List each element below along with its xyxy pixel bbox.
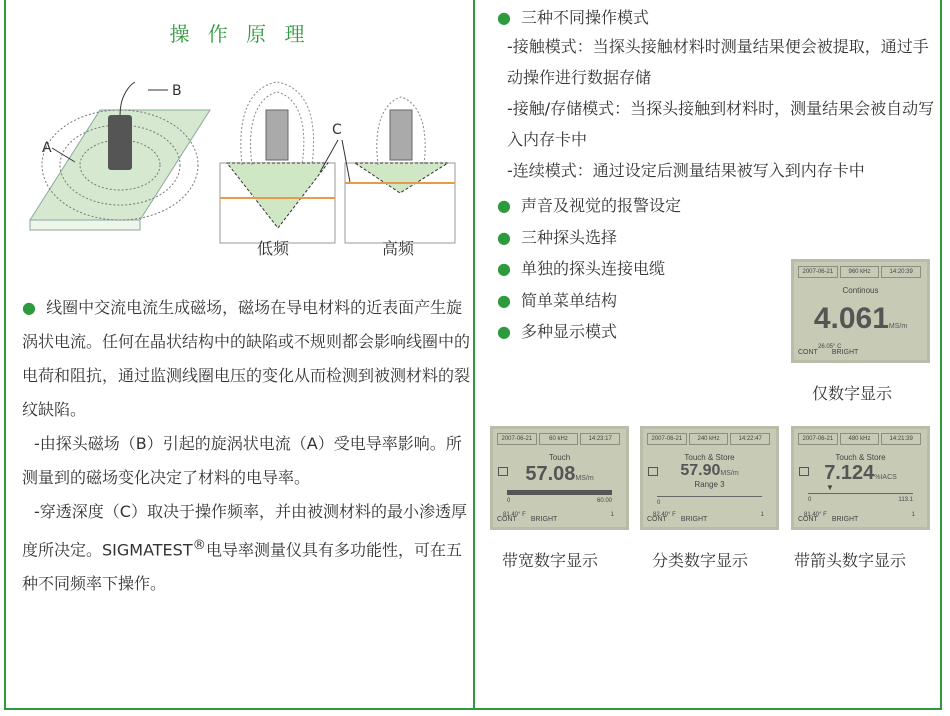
label-c: C [332, 122, 342, 138]
plate-side [30, 220, 140, 230]
bullet-icon: ● [22, 298, 36, 317]
probe-cylinder [108, 115, 132, 170]
label-b: B [172, 83, 182, 99]
sub-item-contact-store: -接触/存储模式：当探头接触到材料时，测量结果会被自动写入内存卡中 [507, 99, 935, 149]
paragraph-principle: ● 线圈中交流电流生成磁场，磁场在导电材料的近表面产生旋涡状电流。任何在晶状结构中的缺陷或不规则都会影响线圈中的电荷和阻抗，通过监测线圈电压的变化从而检测到被测材料的裂纹缺陷。 [22, 298, 471, 419]
feature-item-modes: ● 三种不同操作模式 [497, 8, 649, 27]
class-scale [657, 490, 762, 497]
caption-classification: 分类数字显示 [652, 551, 749, 570]
lcd-screen-digital: 2007-06-21 960 kHz 14:20:39 Continous 4.061MS/m 26.05° C CONT BRIGHT [791, 259, 930, 363]
section-title: 操 作 原 理 [169, 22, 311, 46]
registered-mark: ® [192, 538, 206, 553]
sub-item-continuous: -连续模式：通过设定后测量结果被写入到内存卡中 [507, 161, 865, 180]
arrow-scale [808, 487, 913, 494]
caption-arrow: 带箭头数字显示 [794, 551, 907, 570]
caption-digital-only: 仅数字显示 [812, 384, 893, 403]
arrow-marker-icon: ▼ [826, 483, 834, 492]
bandwidth-bar [507, 490, 612, 495]
caption-bandwidth: 带宽数字显示 [502, 551, 599, 570]
paragraph-depth: -穿透深度（C）取决于操作频率，并由被测材料的最小渗透厚度所决定。SIGMATEST®电导率测量仪具有多功能性，可在五种不同频率下操作。 [22, 502, 467, 594]
caption-low-frequency: 低频 [257, 239, 290, 258]
lcd-screen-classification: 2007-06-21 240 kHz 14:22:47 Touch & Store 57.90MS/m Range 3 0 82.40° F 1 CONT BRIGHT [640, 426, 779, 530]
lcd-screen-bandwidth: 2007-06-21 60 kHz 14:23:17 Touch 57.08MS/m 0 60.00 81.40° F 1 CONT BRIGHT [490, 426, 629, 530]
feature-item-menu: ● 简单菜单结构 [497, 291, 617, 310]
column-divider [473, 0, 475, 710]
label-a: A [42, 140, 52, 156]
feature-item-alarm: ● 声音及视觉的报警设定 [497, 196, 681, 215]
caption-high-frequency: 高频 [382, 239, 415, 258]
feature-item-display-modes: ● 多种显示模式 [497, 322, 617, 341]
eddy-current-diagram [20, 70, 470, 260]
paragraph-eddy-current: -由探头磁场（B）引起的旋涡状电流（A）受电导率影响。所测量到的磁场变化决定了材料的电导率。 [22, 434, 462, 487]
feature-item-cable: ● 单独的探头连接电缆 [497, 259, 665, 278]
feature-item-probes: ● 三种探头选择 [497, 228, 617, 247]
sub-item-contact: -接触模式：当探头接触材料时测量结果便会被提取，通过手动操作进行数据存储 [507, 37, 929, 87]
lcd-screen-arrow: 2007-06-21 480 kHz 14:21:39 Touch & Store 7.124%IACS ▼ 0 113.1 81.40° F 1 CONT BRIGHT [791, 426, 930, 530]
